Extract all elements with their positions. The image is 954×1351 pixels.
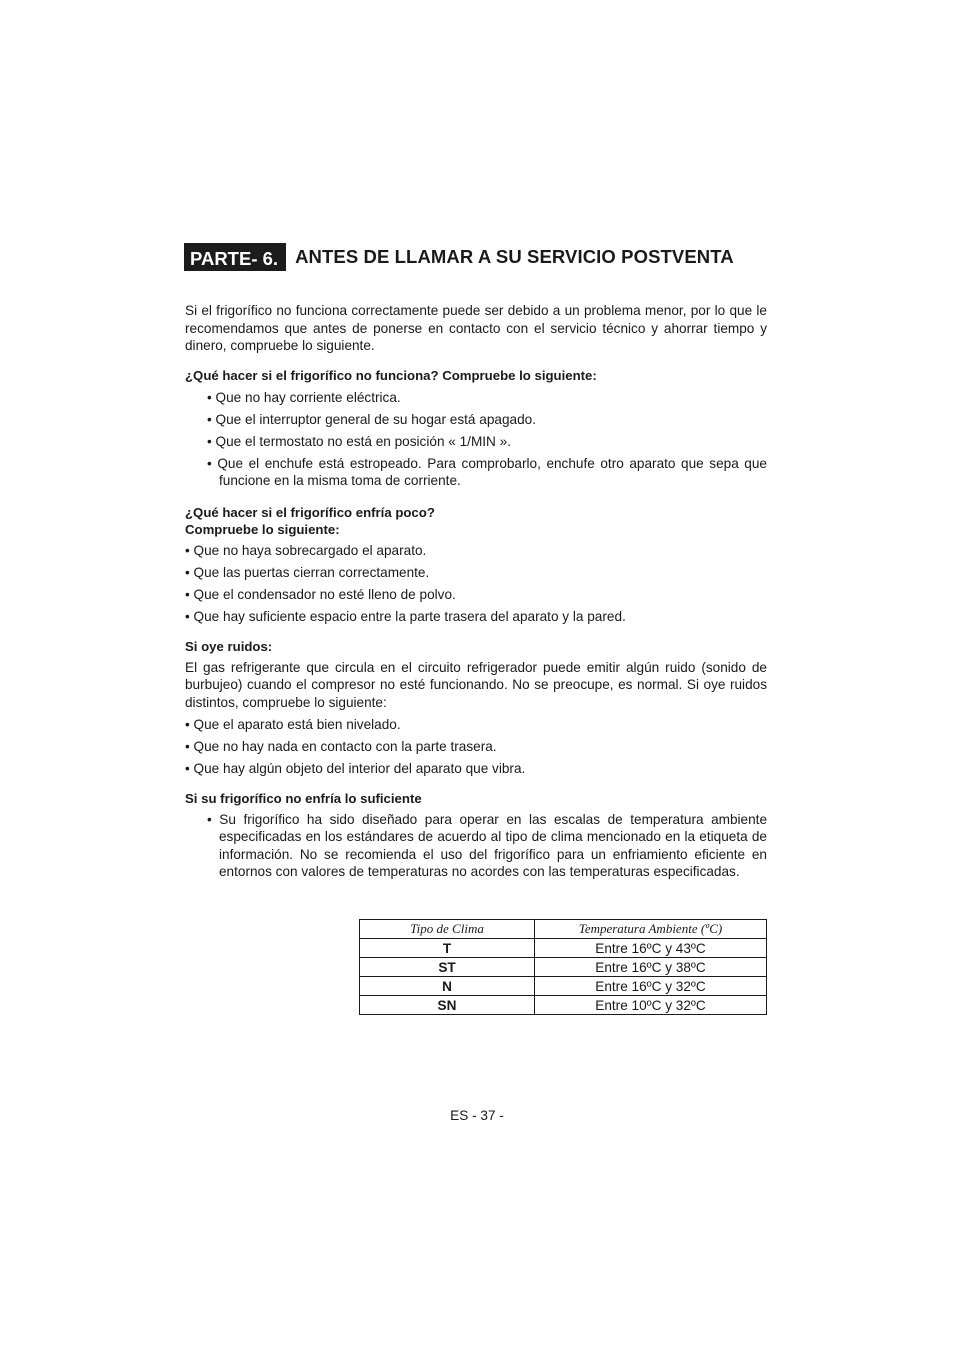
table-row [360,977,767,996]
temperature-range: Entre 16ºC y 43ºC [535,939,767,958]
list-item: • Que el interruptor general de su hogar está apagado. [207,411,536,427]
section-title: ANTES DE LLAMAR A SU SERVICIO POSTVENTA [295,246,734,267]
column-header: Temperatura Ambiente (ºC) [535,920,767,939]
table-header-row [360,920,767,939]
page-number: ES - 37 - [450,1108,504,1123]
climate-code: T [360,939,535,958]
list-item: • Que hay suficiente espacio entre la parte trasera del aparato y la pared. [185,608,626,624]
list-item: • Su frigorífico ha sido diseñado para operar en las escalas de temperatura ambiente especificadas en los estándares de acuerdo al tipo de clima mencionado en la etiqueta de información. No se recomienda el uso del frigorífico para un enfriamiento eficiente en entornos con valores de temperaturas no acordes con las temperaturas especificadas. [207,811,767,879]
section3-list [185,716,767,778]
list-item: • Que no hay nada en contacto con la parte trasera. [185,738,497,754]
section3-heading: Si oye ruidos: [185,639,273,654]
section2-list [185,542,767,626]
list-item: • Que las puertas cierran correctamente. [185,564,430,580]
list-item: • Que el aparato está bien nivelado. [185,716,401,732]
section1-list [185,389,767,490]
climate-code: N [360,977,535,996]
list-item: • Que no hay corriente eléctrica. [207,389,401,405]
intro-paragraph: Si el frigorífico no funciona correctamente puede ser debido a un problema menor, por lo que le recomendamos que antes de ponerse en contacto con el servicio técnico y ahorrar tiempo y dinero, compruebe lo siguiente. [185,303,767,353]
list-item: • Que el termostato no está en posición « 1/MIN ». [207,433,511,449]
temperature-range: Entre 16ºC y 32ºC [535,977,767,996]
list-item: • Que no haya sobrecargado el aparato. [185,542,427,558]
table-row [360,939,767,958]
section2-heading: ¿Qué hacer si el frigorífico enfría poco? [185,504,435,520]
table-row [360,996,767,1015]
list-item: • Que el enchufe está estropeado. Para comprobarlo, enchufe otro aparato que sepa que funcione en la misma toma de corriente. [207,455,767,488]
climate-table [359,919,767,1015]
section4-heading: Si su frigorífico no enfría lo suficiente [185,791,422,806]
section4-list [185,811,767,881]
list-item: • Que el condensador no esté lleno de polvo. [185,586,456,602]
table-row [360,958,767,977]
column-header: Tipo de Clima [360,920,535,939]
section-heading [184,243,734,271]
part-badge: PARTE- 6. [184,243,286,271]
list-item: • Que hay algún objeto del interior del aparato que vibra. [185,760,526,776]
section2-subheading: Compruebe lo siguiente: [185,522,340,537]
temperature-range: Entre 10ºC y 32ºC [535,996,767,1015]
temperature-range: Entre 16ºC y 38ºC [535,958,767,977]
climate-code: SN [360,996,535,1015]
section1-heading: ¿Qué hacer si el frigorífico no funciona? Compruebe lo siguiente: [185,367,597,383]
climate-code: ST [360,958,535,977]
section3-paragraph: El gas refrigerante que circula en el circuito refrigerador puede emitir algún ruido (sonido de burbujeo) cuando el compresor no esté funcionando. No se preocupe, es normal. Si oye ruidos distintos, compruebe lo siguiente: [185,659,767,710]
content-body [185,302,767,881]
